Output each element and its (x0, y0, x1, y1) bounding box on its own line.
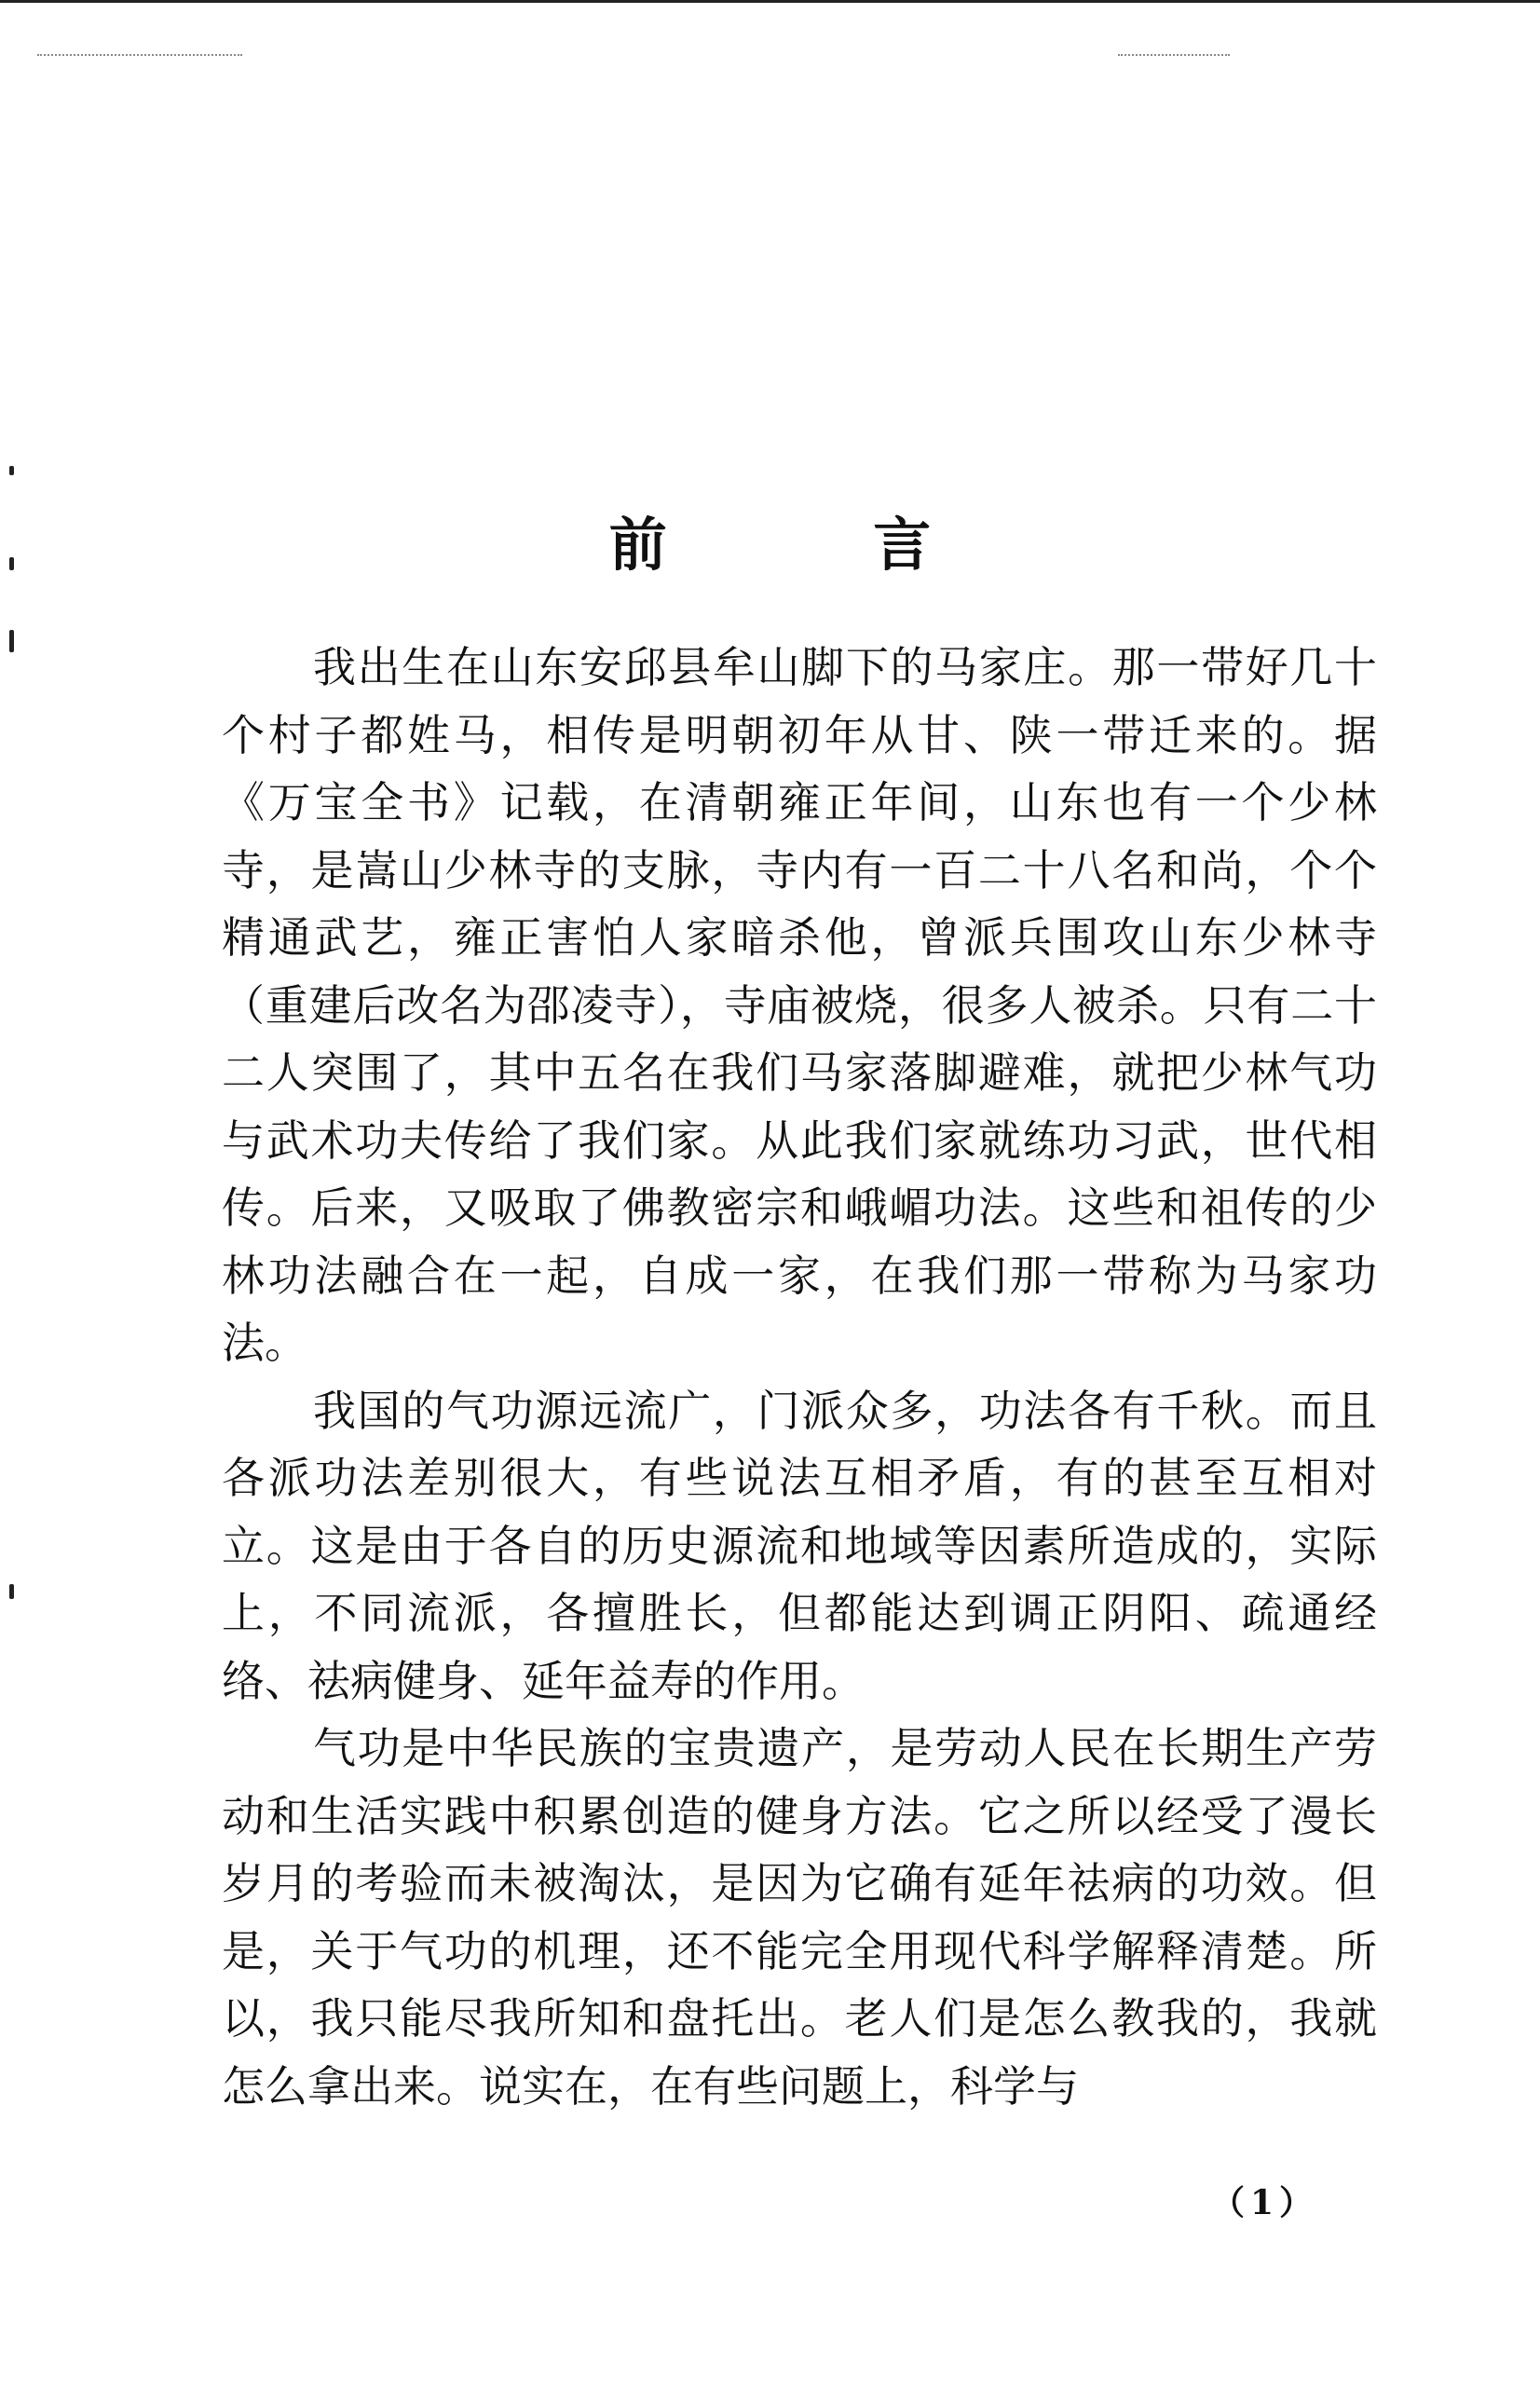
page-title: 前 言 (608, 511, 1025, 579)
body-text (222, 634, 1377, 2120)
scan-noise-top-left (37, 54, 242, 58)
margin-mark (9, 466, 14, 475)
paragraph: 我国的气功源远流广，门派众多，功法各有千秋。而且各派功法差别很大，有些说法互相矛盾，有的甚至互相对立。这是由于各自的历史源流和地域等因素所造成的，实际上，不同流派，各擅胜长，但都能达到调正阴阳、疏通经络、祛病健身、延年益寿的作用。 (222, 1385, 1377, 1706)
paragraph: 我出生在山东安邱县牟山脚下的马家庄。那一带好几十个村子都姓马，相传是明朝初年从甘、陕一带迁来的。据《万宝全书》记载，在清朝雍正年间，山东也有一个少林寺，是嵩山少林寺的支脉，寺内有一百二十八名和尚，个个精通武艺，雍正害怕人家暗杀他，曾派兵围攻山东少林寺（重建后改名为邵凌寺），寺庙被烧，很多人被杀。只有二十二人突围了，其中五名在我们马家落脚避难，就把少林气功与武术功夫传给了我们家。从此我们家就练功习武，世代相传。后来，又吸取了佛教密宗和峨嵋功法。这些和祖传的少林功法融合在一起，自成一家，在我们那一带称为马家功法。 (222, 642, 1377, 1368)
paragraph: 气功是中华民族的宝贵遗产，是劳动人民在长期生产劳动和生活实践中积累创造的健身方法。它之所以经受了漫长岁月的考验而未被淘汰，是因为它确有延年祛病的功效。但是，关于气功的机理，还不能完全用现代科学解释清楚。所以，我只能尽我所知和盘托出。老人们是怎么教我的，我就怎么拿出来。说实在，在有些问题上，科学与 (222, 1723, 1377, 2112)
page-number: （1） (1211, 2183, 1319, 2222)
margin-mark (9, 1584, 14, 1599)
top-scan-edge (0, 0, 1540, 3)
margin-mark (9, 630, 14, 652)
scan-noise-top-right (1118, 54, 1230, 58)
